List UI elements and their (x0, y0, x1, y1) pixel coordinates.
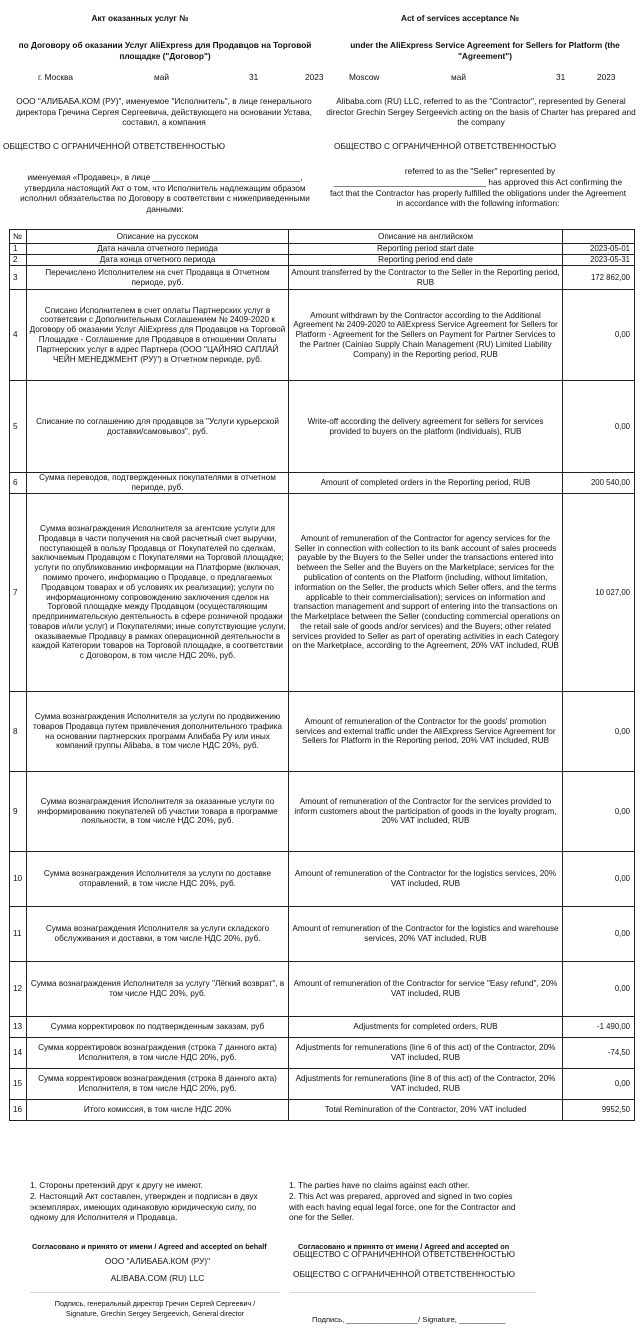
row-number: 8 (10, 692, 27, 772)
signature-line-right (290, 1292, 535, 1293)
row-description-ru: Списано Исполнителем в счет оплаты Партнерских услуг в соответсвии с Дополнительным Соглашением № 2409-2020 к Договору об оказании Услуг AliExpress для Продавцов на Торговой Площадке - Соглашение для Продавцов в отношении Оплаты Партнерских услуг в адрес Партнера (ООО "ЦАЙНЯО САПЛАЙ ЧЕЙН МЕНЕДЖМЕНТ (РУ)") в Отчетном периоде, руб. (27, 290, 289, 381)
row-value: 0,00 (563, 852, 635, 907)
row-description-ru: Сумма вознаграждения Исполнителя за услуги по доставке отправлений, в том числе НДС 20%, руб. (27, 852, 289, 907)
row-description-ru: Итого комиссия, в том числе НДС 20% (27, 1100, 289, 1121)
row-number: 12 (10, 962, 27, 1017)
table-row (10, 290, 635, 381)
row-number: 6 (10, 473, 27, 494)
claims-en: 1. The parties have no claims against each other. (289, 1180, 470, 1190)
table-row (10, 962, 635, 1017)
col-value-header (563, 230, 635, 244)
row-number: 4 (10, 290, 27, 381)
signature-caption-left: Подпись, генеральный директор Гречин Сергей Сергеевич / Signature, Grechin Sergey Sergeevich, General director (54, 1299, 256, 1318)
table-row (10, 1017, 635, 1038)
row-number: 5 (10, 381, 27, 473)
seller-name-en: ОБЩЕСТВО С ОГРАНИЧЕННОЙ ОТВЕТСТВЕННОСТЬЮ (334, 141, 557, 151)
col-ru-header: Описание на русском (27, 230, 289, 244)
table-row (10, 852, 635, 907)
row-description-ru: Сумма переводов, подтвержденных покупателями в отчетном периоде, руб. (27, 473, 289, 494)
row-value: 10 027,00 (563, 494, 635, 692)
seller-intro-en-2: _________________________________ has approved this Act confirming the fact that the Contractor has properly fulfilled the obligations under the Agreement in accordance with the following information: (329, 177, 627, 208)
table-row (10, 692, 635, 772)
date-city-ru: г. Москва (38, 72, 73, 82)
table-row (10, 494, 635, 692)
col-number-header: № (10, 230, 27, 244)
seller-name-ru: ОБЩЕСТВО С ОГРАНИЧЕННОЙ ОТВЕТСТВЕННОСТЬЮ (3, 141, 226, 151)
row-number: 1 (10, 244, 27, 255)
signature-line-left (30, 1292, 280, 1293)
row-description-en: Adjustments for completed orders, RUB (289, 1017, 563, 1038)
row-description-ru: Сумма вознаграждения Исполнителя за оказанные услуги по информированию покупателей об участии товара в программе лояльности, в том числе НДС 20%, руб. (27, 772, 289, 852)
row-description-en: Amount of remuneration of the Contractor for the services provided to inform customers about the participation of goods in the loyalty program, 20% VAT included, RUB (289, 772, 563, 852)
table-row (10, 1069, 635, 1100)
seller-name-2: ОБЩЕСТВО С ОГРАНИЧЕННОЙ ОТВЕТСТВЕННОСТЬЮ (293, 1269, 516, 1279)
row-description-ru: Дата конца отчетного периода (27, 255, 289, 266)
table-header-row (10, 230, 635, 244)
row-description-en: Amount withdrawn by the Contractor according to the Additional Agreement № 2409-2020 to AliExpress Service Agreement for Sellers for Platform - Agreement for the Sellers on Payment for Partner Services to the Partner (Cainiao Supply Chain Management (RU) Limited Liability Company) in the Reporting period, RUB (289, 290, 563, 381)
date-day-ru: 31 (249, 72, 259, 82)
row-description-en: Amount of remuneration of the Contractor for the logistics services, 20% VAT included, RUB (289, 852, 563, 907)
row-number: 15 (10, 1069, 27, 1100)
copies-en: 2. This Act was prepared, approved and signed in two copies with each having equal legal force, one for the Contractor and one for the Seller. (289, 1191, 516, 1222)
row-value: -74,50 (563, 1038, 635, 1069)
row-value: 200 540,00 (563, 473, 635, 494)
date-year-ru: 2023 (305, 72, 324, 82)
row-value: 0,00 (563, 962, 635, 1017)
row-description-en: Reporting period start date (289, 244, 563, 255)
subtitle-en: under the AliExpress Service Agreement for Sellers for Platform (the "Agreement") (350, 40, 620, 61)
row-value: 0,00 (563, 1069, 635, 1100)
seller-intro-en-1: referred to as the "Seller" represented by (404, 166, 556, 176)
title-en: Act of services acceptance № (400, 13, 520, 23)
seller-intro-ru: именуемая «Продавец», в лице ________________________________, утвердила настоящий Акт о том, что Исполнитель надлежащим образом исполнил обязательства по Договору в соответствии с нижеприведенными данными: (20, 172, 310, 214)
row-number: 3 (10, 266, 27, 290)
contractor-intro-ru: ООО "АЛИБАБА.КОМ (РУ)", именуемое "Исполнитель", в лице генерального директора Гречина Сергея Сергеевича, действующего на основании Устава, составил, а компания (16, 96, 312, 127)
row-description-en: Adjustments for remunerations (line 6 of this act) of the Contractor, 20% VAT included, RUB (289, 1038, 563, 1069)
date-city-en: Moscow (349, 72, 380, 82)
title-ru: Акт оказанных услуг № (91, 13, 189, 23)
claims-ru: 1. Стороны претензий друг к другу не имеют. (30, 1180, 203, 1190)
date-year-en: 2023 (597, 72, 616, 82)
date-day-en: 31 (556, 72, 566, 82)
row-description-en: Amount of remuneration of the Contractor for the logistics and warehouse services, 20% VAT included, RUB (289, 907, 563, 962)
row-number: 11 (10, 907, 27, 962)
row-number: 16 (10, 1100, 27, 1121)
row-value: 0,00 (563, 907, 635, 962)
row-description-ru: Перечислено Исполнителем на счет Продавца в Отчетном периоде, руб. (27, 266, 289, 290)
row-description-en: Amount of remuneration of the Contractor for the goods' promotion services and external traffic under the AliExpress Service Agreement for Sellers for Platform in the Reporting period, 20% VAT included, RUB (289, 692, 563, 772)
table-row (10, 255, 635, 266)
row-number: 10 (10, 852, 27, 907)
row-description-ru: Сумма вознаграждения Исполнителя за услугу "Лёгкий возврат", в том числе НДС 20%, руб. (27, 962, 289, 1017)
table-row (10, 1038, 635, 1069)
row-description-en: Amount of completed orders in the Reporting period, RUB (289, 473, 563, 494)
row-description-en: Amount of remuneration of the Contractor for agency services for the Seller in connection with collection to its bank account of sales proceeds payable by the Buyers to the Seller under the transactions entered into between the Seller and the Buyers on the Marketplace; services for the publication of contents on the Platform (including, without limitation, information on the Seller, the products which Seller offers, and the terms applicable to their commercialisation); services on information and transaction management and support of entering into the transactions on the Marketplace between the Seller (conducting commercial operations on the retail sale of goods and/or services) and the Buyers; other related services provided to Seller as part of operating activities in each Category on the Marketplace, according to the Agreement, 20% VAT included, RUB (289, 494, 563, 692)
row-description-en: Total Reminuration of the Contractor, 20% VAT included (289, 1100, 563, 1121)
row-description-ru: Сумма вознаграждения Исполнителя за услуги по продвижению товаров Продавца путем привлечения дополнительного трафика на основании партнерских программ Алибаба Ру или иных компаний группы Alibaba, в том числе НДС 20%, руб. (27, 692, 289, 772)
row-description-ru: Сумма корректировок по подтвержденным заказам, руб (27, 1017, 289, 1038)
copies-ru: 2. Настоящий Акт составлен, утвержден и подписан в двух экземплярах, имеющих одинаковую юридическую силу, по одному для Исполнителя и Продавца. (30, 1191, 258, 1222)
contractor-ru: ООО "АЛИБАБА.КОМ (РУ)" (104, 1256, 211, 1266)
contractor-en: ALIBABA.COM (RU) LLC (110, 1273, 205, 1283)
row-number: 13 (10, 1017, 27, 1038)
table-row (10, 381, 635, 473)
row-description-ru: Дата начала отчетного периода (27, 244, 289, 255)
row-value: 0,00 (563, 290, 635, 381)
seller-name-1: ОБЩЕСТВО С ОГРАНИЧЕННОЙ ОТВЕТСТВЕННОСТЬЮ (293, 1249, 516, 1259)
row-value: 0,00 (563, 692, 635, 772)
agreed-left: Согласовано и принято от имени / Agreed and accepted on behalf (32, 1242, 267, 1251)
table-row (10, 266, 635, 290)
row-description-ru: Сумма вознаграждения Исполнителя за услуги складского обслуживания и доставки, в том числе НДС 20%, руб. (27, 907, 289, 962)
row-value: 172 862,00 (563, 266, 635, 290)
row-description-en: Reporting period end date (289, 255, 563, 266)
row-description-en: Adjustments for remunerations (line 8 of this act) of the Contractor, 20% VAT included, RUB (289, 1069, 563, 1100)
table-row (10, 473, 635, 494)
row-value: 2023-05-01 (563, 244, 635, 255)
row-description-en: Amount of remuneration of the Contractor for service "Easy refund", 20% VAT included, RUB (289, 962, 563, 1017)
row-value: -1 490,00 (563, 1017, 635, 1038)
row-value: 0,00 (563, 772, 635, 852)
contractor-intro-en: Alibaba.com (RU) LLC, referred to as the "Contractor", represented by General director Grechin Sergey Sergeevich acting on the basis of Charter has prepared and the company (326, 96, 636, 127)
table-row (10, 1100, 635, 1121)
row-number: 9 (10, 772, 27, 852)
row-number: 7 (10, 494, 27, 692)
col-en-header: Описание на английском (289, 230, 563, 244)
table-row (10, 244, 635, 255)
signature-caption-right: Подпись, _________________/ Signature, ___________ (312, 1315, 506, 1324)
row-description-ru: Сумма корректировок вознаграждения (строка 8 данного акта) Исполнителя, в том числе НДС 20%, руб. (27, 1069, 289, 1100)
row-value: 9952,50 (563, 1100, 635, 1121)
row-value: 2023-05-31 (563, 255, 635, 266)
row-description-ru: Сумма корректировок вознаграждения (строка 7 данного акта) Исполнителя, в том числе НДС 20%, руб. (27, 1038, 289, 1069)
table-row (10, 772, 635, 852)
table-row (10, 907, 635, 962)
row-description-en: Write-off according the delivery agreement for sellers for services provided to buyers on the platform (individuals), RUB (289, 381, 563, 473)
date-month-ru: май (154, 72, 169, 82)
row-value: 0,00 (563, 381, 635, 473)
row-number: 2 (10, 255, 27, 266)
row-description-ru: Сумма вознаграждения Исполнителя за агентские услуги для Продавца в части получения на свой расчетный счет выручки, поступающей в пользу Продавца от Покупателей по сделкам, заключаемым Продавцом с Покупателями на Торговой площадке; услуги по опубликованию информации на Платформе (включая, помимо прочего, информацию о Продавце, о предлагаемых Продавцом товарах и об условиях их реализации); услуги по информационному сопровождению заключения сделок на Торговой площадке между Продавцом (осуществляющим предпринимательскую деятельность в сфере розничной продажи товаров и/или услуг) и Покупателями; иные сопутствующие услуги, оказываемые Продавцу в рамках операционной деятельности в каждой Категории товаров на Торговой площадке, в соответствии с Договором, в том числе НДС 20%, руб. (27, 494, 289, 692)
row-description-en: Amount transferred by the Contractor to the Seller in the Reporting period, RUB (289, 266, 563, 290)
subtitle-ru: по Договору об оказании Услуг AliExpress для Продавцов на Торговой площадке ("Договор") (18, 40, 312, 61)
row-description-ru: Списание по соглашению для продавцов за "Услуги курьерской доставки/самовывоз", руб. (27, 381, 289, 473)
services-table (9, 229, 635, 1121)
row-number: 14 (10, 1038, 27, 1069)
agreed-right: Согласовано и принято от имени / Agreed and accepted on (298, 1242, 510, 1251)
date-month-en: май (451, 72, 466, 82)
